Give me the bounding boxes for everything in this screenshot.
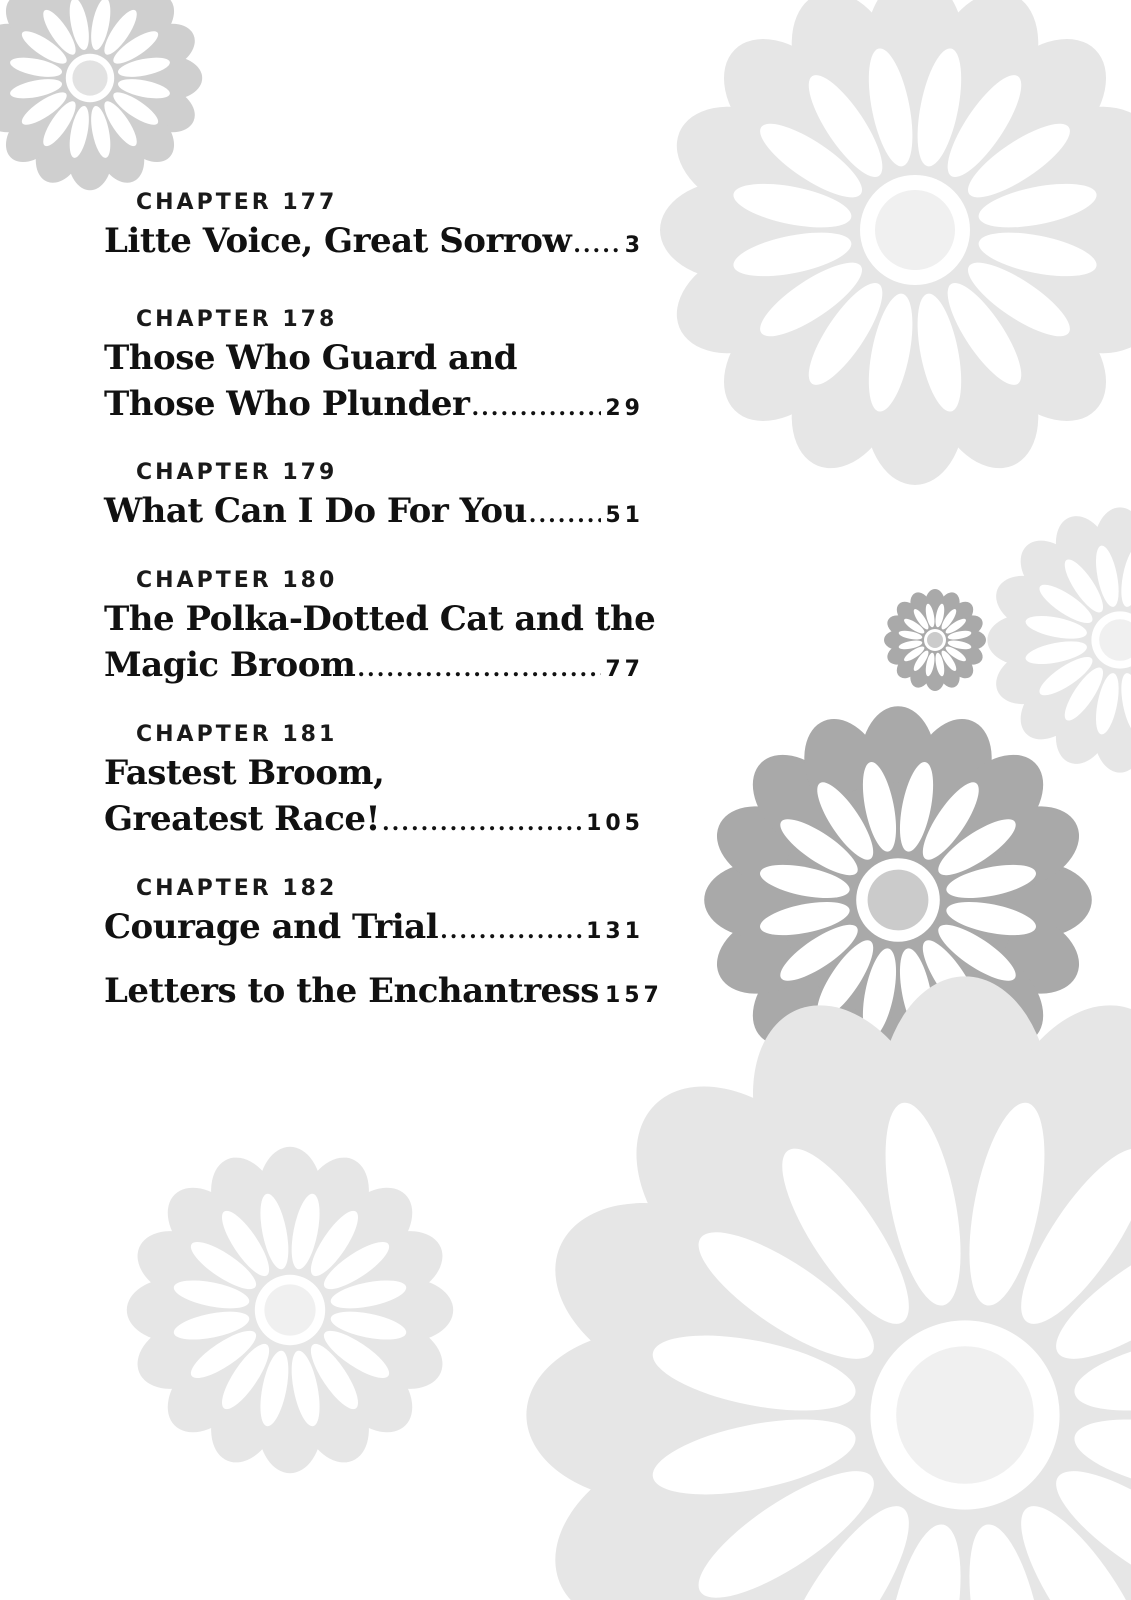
dot-leader: [357, 646, 601, 692]
flower-small: [884, 589, 986, 691]
chapter-title: Courage and Trial: [104, 907, 439, 947]
page-number: 157: [604, 983, 663, 1008]
toc-entry-chapter-182[interactable]: [104, 874, 644, 955]
chapter-label: CHAPTER 177: [136, 190, 338, 215]
page-number: 131: [586, 919, 644, 944]
toc-entry-chapter-180[interactable]: [104, 566, 656, 693]
dot-leader: [440, 908, 582, 954]
chapter-title-line: [104, 968, 663, 1019]
dot-leader: [471, 385, 601, 431]
chapter-label: CHAPTER 180: [136, 568, 338, 593]
flower-top-left: [0, 0, 202, 190]
chapter-title-line: [104, 750, 644, 796]
chapter-title: The Polka-Dotted Cat and the: [104, 599, 656, 639]
chapter-title-line: [104, 335, 644, 381]
page-number: 3: [624, 233, 644, 258]
page-number: 51: [605, 503, 644, 528]
flower-right-edge: [987, 507, 1131, 772]
flower-bottom-left: [127, 1147, 453, 1473]
chapter-title: What Can I Do For You: [104, 491, 527, 531]
dot-leader: [573, 222, 620, 268]
flower-top-right: [660, 0, 1131, 485]
toc-entry-chapter-179[interactable]: [104, 458, 644, 539]
toc-entry-letters[interactable]: [104, 968, 663, 1019]
chapter-title: Fastest Broom,: [104, 753, 385, 793]
chapter-title: Those Who Plunder: [104, 384, 470, 424]
chapter-label: CHAPTER 179: [136, 460, 338, 485]
page-number: 105: [586, 811, 644, 836]
section-title: Letters to the Enchantress: [104, 971, 599, 1011]
chapter-label: CHAPTER 178: [136, 307, 338, 332]
chapter-label: CHAPTER 182: [136, 876, 338, 901]
page-number: 29: [605, 396, 644, 421]
chapter-title-line: [104, 218, 644, 269]
chapter-title-line: [104, 488, 644, 539]
page-number: 77: [605, 657, 644, 682]
dot-leader: [529, 492, 602, 538]
chapter-title: Those Who Guard and: [104, 338, 518, 378]
chapter-title: Greatest Race!: [104, 799, 380, 839]
chapter-title: Magic Broom: [104, 645, 356, 685]
flower-bottom-right: [526, 976, 1131, 1600]
chapter-title-line: [104, 381, 644, 432]
toc-entry-chapter-177[interactable]: [104, 188, 644, 269]
toc-entry-chapter-181[interactable]: [104, 720, 644, 847]
dot-leader: [382, 800, 582, 846]
chapter-title-line: [104, 642, 644, 693]
chapter-title-line: [104, 796, 644, 847]
chapter-label: CHAPTER 181: [136, 722, 338, 747]
chapter-title-line: [104, 904, 644, 955]
chapter-title: Litte Voice, Great Sorrow: [104, 221, 572, 261]
chapter-title-line: [104, 596, 656, 642]
toc-entry-chapter-178[interactable]: [104, 305, 644, 432]
